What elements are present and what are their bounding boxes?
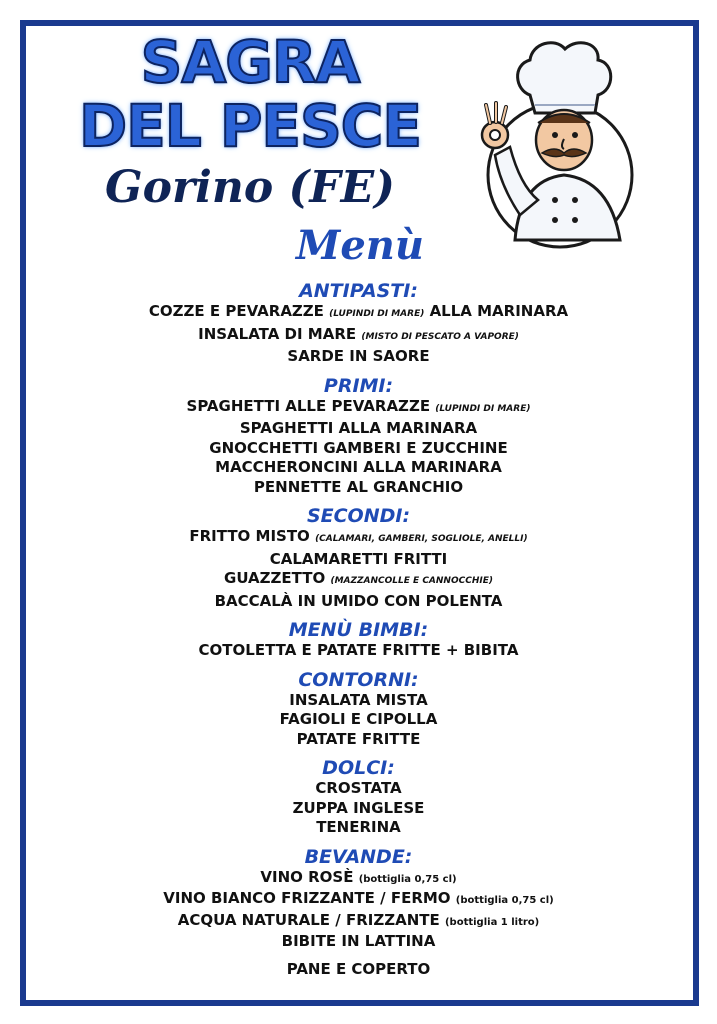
item-name: VINO BIANCO FRIZZANTE / FERMO bbox=[163, 889, 451, 907]
menu-item: CALAMARETTI FRITTI bbox=[269, 549, 448, 568]
menu-item: SARDE IN SAORE bbox=[287, 347, 430, 365]
item-name: FRITTO MISTO bbox=[189, 527, 310, 545]
title-line-2: DEL PESCE bbox=[78, 92, 421, 160]
menu-item: FAGIOLI E CIPOLLA bbox=[279, 710, 438, 728]
section-menu-bimbi bbox=[20, 619, 697, 661]
section-contorni bbox=[20, 669, 697, 750]
location-title: Gorino (FE) bbox=[105, 162, 395, 213]
section-title: PRIMI: bbox=[323, 374, 394, 397]
item-name: COZZE E PEVARAZZE bbox=[148, 302, 324, 320]
section-title: SECONDI: bbox=[306, 505, 411, 527]
item-name: INSALATA DI MARE bbox=[198, 324, 357, 343]
item-note: (CALAMARI, GAMBERI, SOGLIOLE, ANELLI) bbox=[315, 534, 528, 544]
footer-note: PANE E COPERTO bbox=[286, 959, 431, 978]
item-note: (LUPINDI DI MARE) bbox=[329, 309, 425, 319]
chef-icon bbox=[460, 35, 635, 255]
item-name: ALLA MARINARA bbox=[429, 302, 569, 320]
item-note: (bottiglia 0,75 cl) bbox=[455, 895, 554, 906]
menu-item: PATATE FRITTE bbox=[296, 729, 421, 748]
item-name: ACQUA NATURALE / FRIZZANTE bbox=[177, 910, 440, 929]
menu-item bbox=[20, 911, 697, 933]
menu-item: BACCALÀ IN UMIDO CON POLENTA bbox=[214, 591, 503, 610]
item-name: GUAZZETTO bbox=[224, 569, 326, 587]
menu-item: TENERINA bbox=[316, 818, 401, 836]
menu-item: SPAGHETTI ALLA MARINARA bbox=[239, 419, 478, 437]
menu-item: CROSTATA bbox=[315, 779, 402, 797]
menu-list bbox=[20, 280, 697, 979]
item-note: (MAZZANCOLLE E CANNOCCHIE) bbox=[330, 576, 493, 586]
section-antipasti bbox=[20, 280, 697, 367]
menu-item bbox=[20, 889, 697, 911]
section-title: ANTIPASTI: bbox=[299, 280, 418, 302]
item-note: (LUPINDI DI MARE) bbox=[435, 403, 531, 414]
item-name: SPAGHETTI ALLE PEVARAZZE bbox=[186, 396, 431, 415]
menu-item: GNOCCHETTI GAMBERI E ZUCCHINE bbox=[209, 438, 508, 457]
section-dolci bbox=[20, 757, 697, 838]
section-title: CONTORNI: bbox=[298, 668, 419, 691]
section-primi bbox=[20, 375, 697, 498]
menu-item: BIBITE IN LATTINA bbox=[281, 932, 436, 950]
section-title: BEVANDE: bbox=[304, 845, 413, 868]
menu-item bbox=[20, 397, 697, 420]
item-name: VINO ROSÈ bbox=[260, 867, 354, 886]
menu-item bbox=[20, 527, 697, 550]
menu-item: PENNETTE AL GRANCHIO bbox=[253, 477, 464, 496]
menu-item: INSALATA MISTA bbox=[289, 690, 428, 709]
menu-item: MACCHERONCINI ALLA MARINARA bbox=[215, 458, 502, 476]
menu-item bbox=[20, 302, 697, 325]
menu-item bbox=[20, 569, 697, 592]
menu-item bbox=[20, 325, 697, 348]
menu-item bbox=[20, 868, 697, 890]
item-note: (bottiglia 0,75 cl) bbox=[358, 873, 457, 885]
menu-heading: Menù bbox=[296, 222, 424, 269]
menu-item: ZUPPA INGLESE bbox=[292, 798, 425, 817]
section-title: DOLCI: bbox=[322, 757, 395, 779]
menu-item: COTOLETTA E PATATE FRITTE + BIBITA bbox=[198, 641, 519, 659]
item-note: (MISTO DI PESCATO A VAPORE) bbox=[361, 331, 519, 342]
item-note: (bottiglia 1 litro) bbox=[444, 916, 540, 928]
title-line-1: SAGRA bbox=[140, 28, 360, 96]
section-bevande bbox=[20, 846, 697, 952]
section-secondi bbox=[20, 505, 697, 611]
section-title: MENÙ BIMBI: bbox=[288, 619, 429, 641]
